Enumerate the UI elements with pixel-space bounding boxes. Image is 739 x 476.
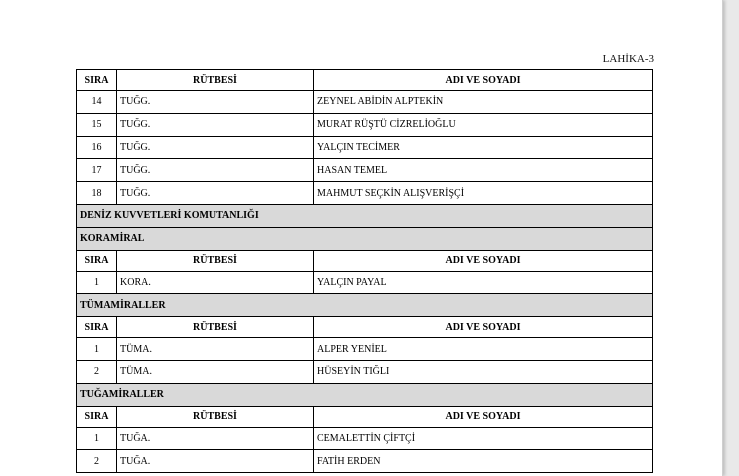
personnel-table [76, 69, 653, 473]
annex-label: LAHİKA-3 [602, 53, 654, 65]
table-row [77, 450, 653, 473]
row-rank: TUĞG. [117, 113, 314, 136]
header-rutbe: RÜTBESİ [117, 70, 314, 91]
row-number: 1 [77, 338, 117, 361]
table-row [77, 113, 653, 136]
row-number: 14 [77, 91, 117, 114]
row-name: HASAN TEMEL [314, 159, 653, 182]
row-number: 18 [77, 182, 117, 205]
row-name: YALÇIN PAYAL [314, 271, 653, 294]
section-tumamiraller [77, 294, 653, 317]
row-number: 1 [77, 271, 117, 294]
section-tugamiraller [77, 383, 653, 406]
row-name: FATİH ERDEN [314, 450, 653, 473]
row-number: 16 [77, 136, 117, 159]
row-rank: TÜMA. [117, 338, 314, 361]
header-sira: SIRA [77, 406, 117, 427]
header-rutbe: RÜTBESİ [117, 250, 314, 271]
row-rank: TUĞG. [117, 136, 314, 159]
row-name: YALÇIN TECİMER [314, 136, 653, 159]
row-rank: TUĞA. [117, 427, 314, 450]
row-number: 2 [77, 360, 117, 383]
row-name: MURAT RÜŞTÜ CİZRELİOĞLU [314, 113, 653, 136]
table-header-row [77, 317, 653, 338]
table-row [77, 159, 653, 182]
row-number: 15 [77, 113, 117, 136]
row-rank: TUĞG. [117, 159, 314, 182]
table-row [77, 271, 653, 294]
row-rank: TÜMA. [117, 360, 314, 383]
header-rutbe: RÜTBESİ [117, 406, 314, 427]
table-header-row [77, 250, 653, 271]
header-ad-soyad: ADI VE SOYADI [314, 406, 653, 427]
table-row [77, 360, 653, 383]
row-name: ZEYNEL ABİDİN ALPTEKİN [314, 91, 653, 114]
section-title: KORAMİRAL [77, 227, 653, 250]
row-name: CEMALETTİN ÇİFTÇİ [314, 427, 653, 450]
row-number: 1 [77, 427, 117, 450]
section-title: TUĞAMİRALLER [77, 383, 653, 406]
table-row [77, 136, 653, 159]
row-name: HÜSEYİN TIĞLI [314, 360, 653, 383]
header-rutbe: RÜTBESİ [117, 317, 314, 338]
row-rank: TUĞG. [117, 182, 314, 205]
table-header-row [77, 70, 653, 91]
section-title: TÜMAMİRALLER [77, 294, 653, 317]
table-row [77, 91, 653, 114]
row-name: MAHMUT SEÇKİN ALIŞVERİŞÇİ [314, 182, 653, 205]
table-row [77, 338, 653, 361]
row-rank: TUĞG. [117, 91, 314, 114]
header-sira: SIRA [77, 317, 117, 338]
section-koramiral [77, 227, 653, 250]
row-name: ALPER YENİEL [314, 338, 653, 361]
section-title: DENİZ KUVVETLERİ KOMUTANLIĞI [77, 204, 653, 227]
header-ad-soyad: ADI VE SOYADI [314, 250, 653, 271]
section-navy-command [77, 204, 653, 227]
header-sira: SIRA [77, 250, 117, 271]
table-row [77, 427, 653, 450]
table-header-row [77, 406, 653, 427]
row-number: 2 [77, 450, 117, 473]
row-rank: TUĞA. [117, 450, 314, 473]
table-row [77, 182, 653, 205]
row-rank: KORA. [117, 271, 314, 294]
row-number: 17 [77, 159, 117, 182]
header-ad-soyad: ADI VE SOYADI [314, 317, 653, 338]
header-ad-soyad: ADI VE SOYADI [314, 70, 653, 91]
header-sira: SIRA [77, 70, 117, 91]
